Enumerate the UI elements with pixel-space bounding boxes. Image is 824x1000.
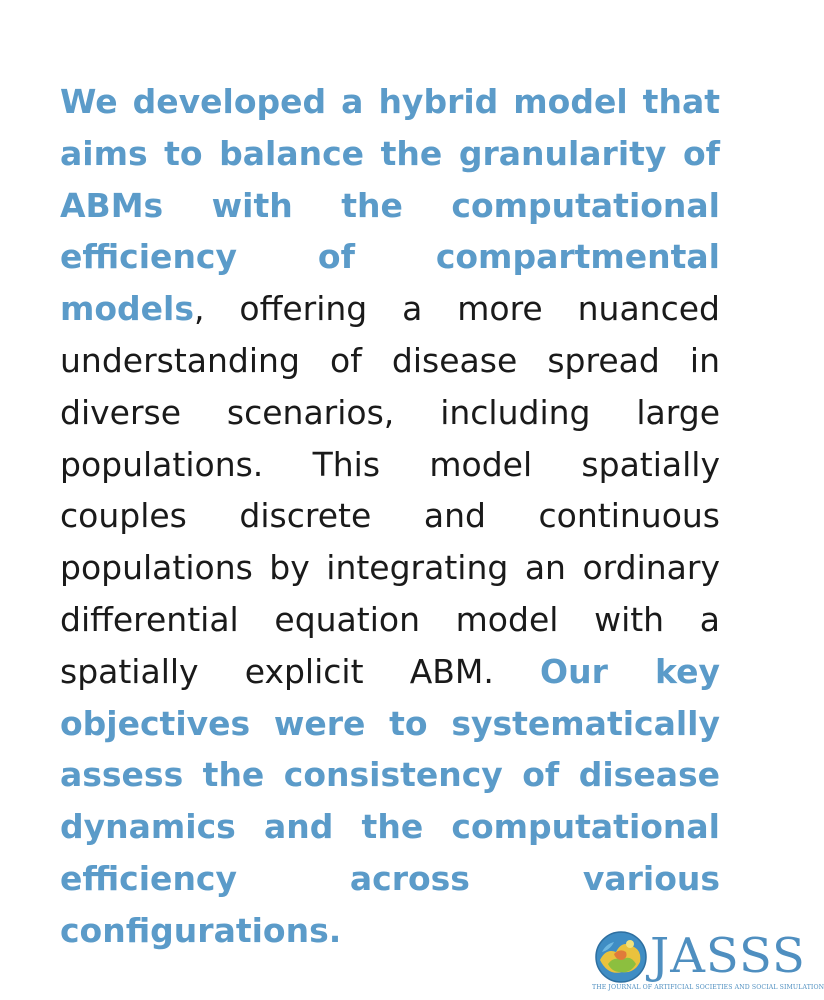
body-text: , offering a more nuanced understanding of disease spread in diverse scenarios, including large populations. This model spatially couples discrete and continuous populations by integrating an ordinary differential equation model with a spatially explicit ABM. bbox=[60, 289, 720, 691]
summary-paragraph bbox=[60, 76, 720, 957]
highlight-text-aims: We developed a hybrid model that aims to balance the granularity of ABMs with the computational efficiency of compartmental models bbox=[60, 82, 720, 329]
highlight-text-objectives: Our key objectives were to systematically assess the consistency of disease dynamics and the computational efficiency across various configurations. bbox=[60, 651, 720, 950]
jasss-globe-logo-icon bbox=[594, 930, 648, 984]
jasss-logo bbox=[592, 928, 824, 994]
jasss-wordmark: JASSS bbox=[650, 928, 806, 984]
jasss-tagline: THE JOURNAL OF ARTIFICIAL SOCIETIES AND SOCIAL SIMULATION bbox=[592, 984, 824, 991]
